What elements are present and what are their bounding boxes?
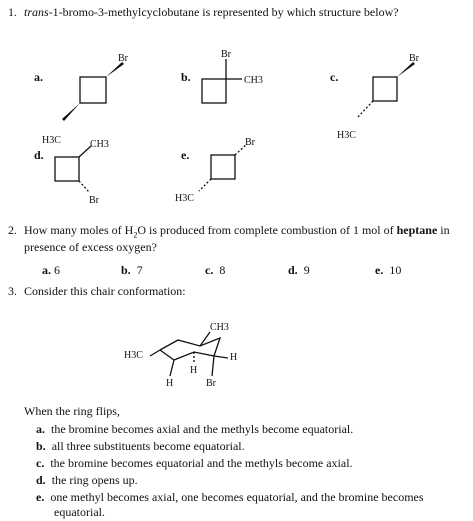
q3-option-d-letter: d.	[36, 473, 46, 487]
q1-question	[24, 5, 399, 19]
q3-option-c-text: the bromine becomes equatorial and the methyls become axial.	[50, 456, 353, 470]
structure-c-h3c: H3C	[337, 130, 356, 141]
q2-option-b-value: 7	[136, 263, 143, 277]
structure-e-h3c: H3C	[175, 193, 194, 204]
q2-option-d-letter: d.	[288, 263, 298, 277]
q2-option-d-value: 9	[303, 263, 310, 277]
q3-option-e-text: one methyl becomes axial, one becomes equatorial, and the bromine becomes	[50, 490, 424, 504]
structure-e-br: Br	[245, 137, 255, 148]
structure-a-letter: a.	[34, 70, 43, 84]
q2-option-e-letter: e.	[375, 263, 384, 277]
q2-option-c	[205, 263, 225, 277]
q3-option-e-letter: e.	[36, 490, 45, 504]
q2-number: 2.	[8, 223, 17, 237]
q2-option-e-value: 10	[389, 263, 402, 277]
q3-prompt: When the ring flips,	[24, 404, 120, 418]
chair-conformation	[120, 318, 270, 393]
structure-a-h3c: H3C	[42, 135, 61, 146]
structure-c-letter: c.	[330, 70, 339, 84]
structure-b-br: Br	[221, 49, 231, 60]
q2-option-c-letter: c.	[205, 263, 214, 277]
q3-option-b-text: all three substituents become equatorial.	[51, 439, 245, 453]
q3-option-e	[36, 490, 424, 504]
structure-a-br: Br	[118, 53, 128, 64]
q3-option-a	[36, 422, 353, 436]
q3-option-a-text: the bromine becomes axial and the methyls become equatorial.	[51, 422, 354, 436]
q2-option-c-value: 8	[219, 263, 226, 277]
chair-h3c: H3C	[124, 350, 143, 361]
chair-h-bottom: H	[166, 378, 174, 389]
q2-question-line2: presence of excess oxygen?	[24, 240, 157, 254]
q1-text: -1-bromo-3-methylcyclobutane is represented by which structure below?	[48, 5, 399, 19]
q2-option-a	[42, 263, 60, 277]
chair-h-right: H	[230, 352, 238, 363]
q3-option-e-line2: equatorial.	[54, 505, 105, 519]
structure-b-letter: b.	[181, 70, 191, 84]
q2-option-b	[121, 263, 143, 277]
q3-number: 3.	[8, 284, 17, 298]
chair-br: Br	[206, 378, 216, 389]
q3-option-c	[36, 456, 353, 470]
structure-e-letter: e.	[181, 148, 190, 162]
structure-c	[335, 45, 450, 150]
structure-e	[175, 133, 275, 208]
q1-number: 1.	[8, 5, 17, 19]
structure-b-ch3: CH3	[244, 75, 263, 86]
chair-h-mid: H	[190, 365, 198, 376]
q3-option-d-text: the ring opens up.	[51, 473, 138, 487]
q2-option-b-letter: b.	[121, 263, 131, 277]
q3-option-a-letter: a.	[36, 422, 45, 436]
structure-d-letter: d.	[34, 148, 44, 162]
q2-option-d	[288, 263, 310, 277]
q3-option-b-letter: b.	[36, 439, 46, 453]
q3-option-b	[36, 439, 245, 453]
structure-d	[45, 135, 125, 205]
chair-ch3: CH3	[210, 322, 229, 333]
structure-c-br: Br	[409, 53, 419, 64]
q2-option-a-letter: a.	[42, 263, 51, 277]
q2-heptane: heptane	[396, 223, 438, 237]
q1-trans: trans	[24, 5, 49, 19]
q3-option-c-letter: c.	[36, 456, 45, 470]
q2-sub: 2	[133, 230, 138, 240]
structure-b	[190, 45, 290, 120]
q2-text-c: in	[437, 223, 450, 237]
q2-text-b: O is produced from complete combustion of 1 mol of	[137, 223, 397, 237]
q3-question: Consider this chair conformation:	[24, 284, 186, 298]
q2-option-a-value: 6	[54, 263, 60, 277]
q3-option-d	[36, 473, 138, 487]
structure-d-ch3: CH3	[90, 139, 109, 150]
q2-option-e	[375, 263, 401, 277]
q2-text-a: How many moles of H	[24, 223, 134, 237]
structure-d-br: Br	[89, 195, 99, 205]
